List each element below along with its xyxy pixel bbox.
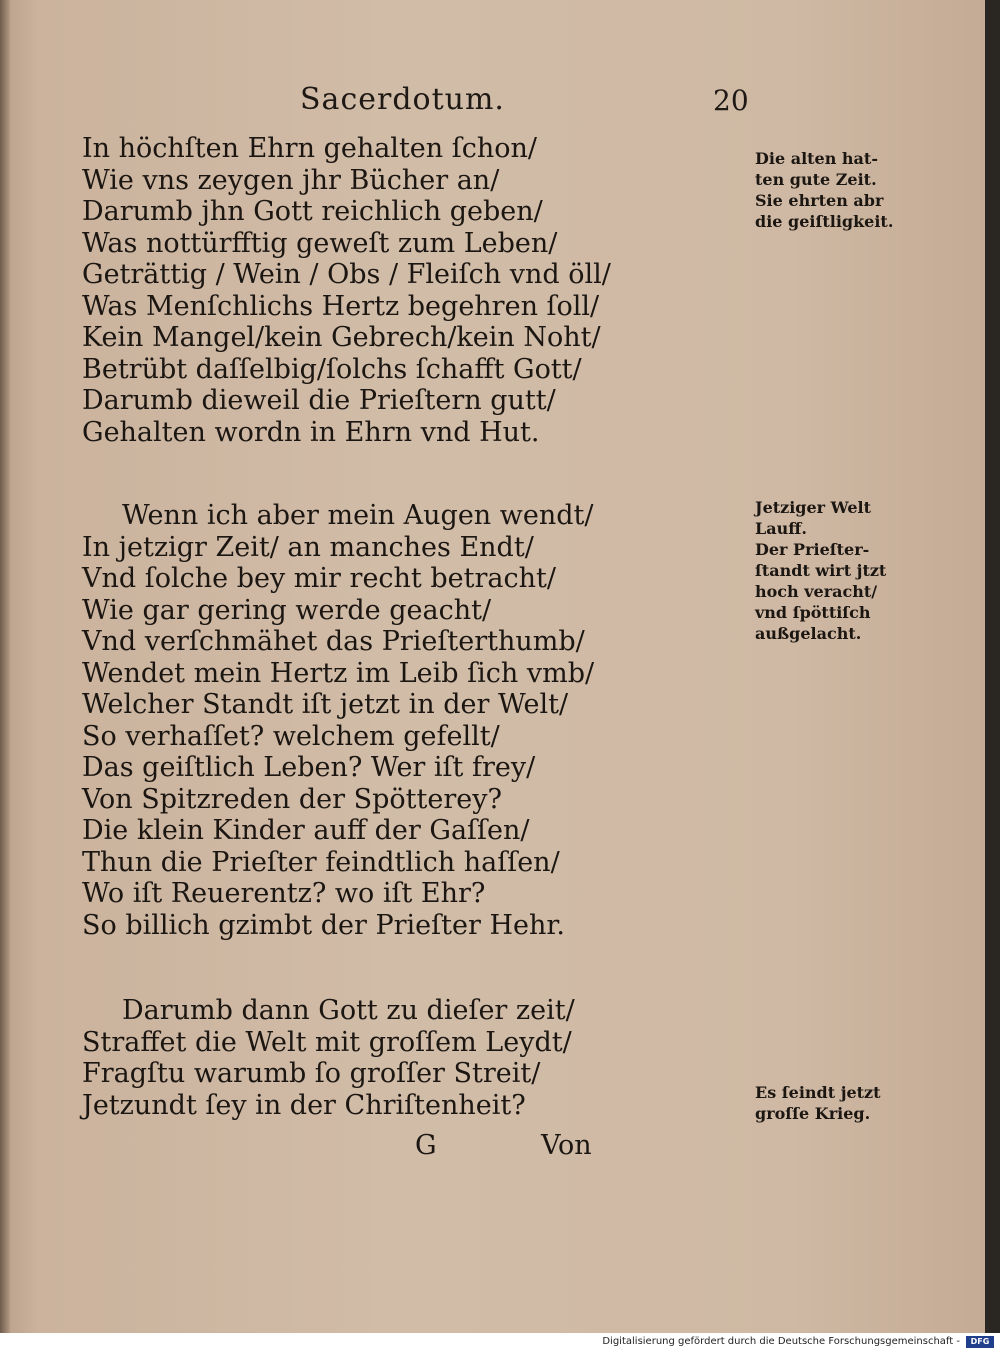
verse-line: Gehalten wordn in Ehrn vnd Hut. [82,416,540,448]
dfg-logo: DFG [966,1336,994,1348]
verse-line: Was nottürfftig geweſt zum Leben/ [82,227,558,259]
verse-line: Kein Mangel/kein Gebrech/kein Noht/ [82,322,601,353]
funding-credit: Digitalisierung gefördert durch die Deutsche Forschungsgemeinschaft - [602,1336,960,1347]
verse-line: Vnd ſolche bey mir recht betracht/ [82,563,556,594]
verse-line: Wie vns zeygen jhr Bücher an/ [82,164,500,196]
verse-line: So verhaſſet? welchem gefellt/ [82,720,500,752]
verse-line: Betrübt daſſelbig/ſolchs ſchafft Gott/ [82,353,582,385]
verse-line: Geträttig / Wein / Obs / Fleiſch vnd öll/ [82,259,611,290]
marginal-note-line: ſtandt wirt jtzt [755,561,887,580]
verse-line: Wendet mein Hertz im Leib ſich vmb/ [82,657,595,689]
verse-line: Jetzundt ſey in der Chriſtenheit? [82,1089,526,1121]
marginal-note-line: außgelacht. [755,624,862,643]
marginal-note-line: Der Prieſter- [755,540,870,559]
verse-line: Das geiſtlich Leben? Wer iſt frey/ [82,752,536,783]
marginal-note-line: vnd ſpöttiſch [755,603,871,622]
marginal-note-line: Lauff. [755,519,807,538]
stanza-2 [82,500,594,941]
marginal-note-1 [755,148,893,232]
marginal-note-line: hoch veracht/ [755,582,878,601]
signature-mark: G [415,1130,437,1161]
marginal-note-line: Die alten hat- [755,149,878,168]
marginal-note-line: Es ſeindt jetzt [755,1083,881,1102]
marginal-note-2 [755,497,886,644]
page-spine [0,0,10,1333]
marginal-note-line: Jetziger Welt [755,498,871,517]
verse-line: Wo iſt Reuerentz? wo iſt Ehr? [82,878,486,909]
verse-line: Fragſtu warumb ſo groſſer Streit/ [82,1058,541,1089]
verse-line: Darumb dieweil die Prieſtern gutt/ [82,385,556,416]
marginal-note-line: ten gute Zeit. [755,170,877,189]
stanza-1 [82,133,611,448]
verse-line: Wenn ich aber mein Augen wendt/ [122,500,594,531]
marginal-note-line: groſſe Krieg. [755,1104,871,1123]
verse-line: Straffet die Welt mit groſſem Leydt/ [82,1026,572,1058]
marginal-note-line: die geiſtligkeit. [755,212,894,231]
verse-line: Darumb dann Gott zu dieſer zeit/ [122,995,575,1026]
marginal-note-3 [755,1082,881,1124]
verse-line: Was Menſchlichs Hertz begehren ſoll/ [82,290,600,322]
verse-line: Von Spitzreden der Spötterey? [82,783,502,815]
verse-line: So billich gzimbt der Prieſter Hehr. [82,909,565,941]
verse-line: In höchſten Ehrn gehalten ſchon/ [82,133,537,164]
verse-line: Thun die Prieſter feindtlich haſſen/ [82,846,560,878]
verse-line: Wie gar gering werde geacht/ [82,594,492,626]
page-number: 20 [713,84,749,117]
verse-line: Welcher Standt iſt jetzt in der Welt/ [82,689,569,720]
footer-bar [0,1333,1000,1352]
stanza-3 [82,995,575,1121]
verse-line: Vnd verſchmähet das Prieſterthumb/ [82,626,585,657]
verse-line: Die klein Kinder auff der Gaſſen/ [82,815,530,846]
marginal-note-line: Sie ehrten abr [755,191,884,210]
running-title: Sacerdotum. [300,82,505,117]
catchword: Von [541,1130,592,1161]
verse-line: Darumb jhn Gott reichlich geben/ [82,196,543,227]
verse-line: In jetzigr Zeit/ an manches Endt/ [82,531,534,563]
